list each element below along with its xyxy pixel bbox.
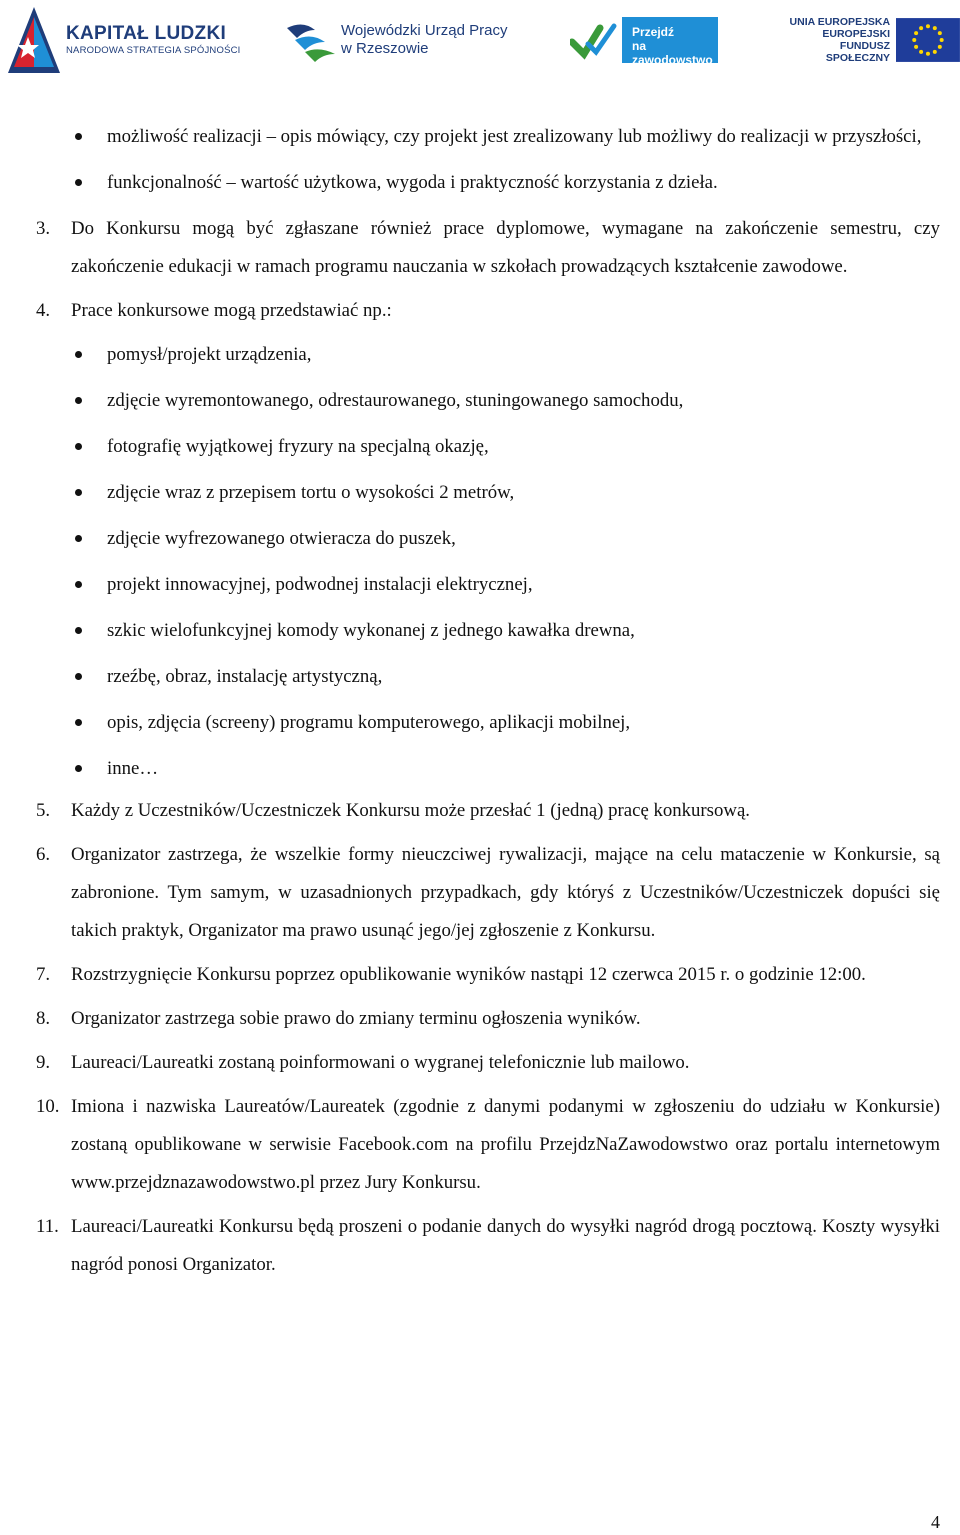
przejdz-line1: Przejdź — [632, 25, 675, 39]
bullet-text: szkic wielofunkcyjnej komody wykonanej z jednego kawałka drewna, — [107, 620, 635, 641]
bullet-text: inne… — [107, 758, 159, 779]
item-number: 11. — [36, 1216, 59, 1237]
list-item — [0, 382, 960, 420]
przejdz-box — [622, 17, 718, 67]
item-number: 9. — [36, 1052, 51, 1073]
wup-bird-icon — [285, 16, 337, 64]
list-item — [0, 428, 960, 466]
przejdz-line2: na zawodowstwo — [632, 39, 713, 67]
bullet-text: rzeźbę, obraz, instalację artystyczną, — [107, 666, 383, 687]
bullet-icon — [75, 133, 82, 140]
eu-line3: FUNDUSZ SPOŁECZNY — [825, 40, 891, 64]
wup-text — [341, 22, 507, 58]
item-number: 3. — [36, 218, 51, 239]
list-item — [0, 566, 960, 604]
eu-star-icon — [938, 31, 942, 35]
bullet-icon — [75, 351, 82, 358]
item-text: Laureaci/Laureatki zostaną poinformowani o wygranej telefonicznie lub mailowo. — [71, 1052, 690, 1073]
item-text: Organizator zastrzega sobie prawo do zmiany terminu ogłoszenia wyników. — [71, 1008, 641, 1029]
item-text: Do Konkursu mogą być zgłaszane również prace dyplomowe, wymagane na zakończenie semestru, czy zakończenie edukacji w ramach programu nauczania w szkołach prowadzących kształcenie zawodowe. — [71, 218, 940, 277]
eu-star-icon — [919, 26, 923, 30]
item-text: Każdy z Uczestników/Uczestniczek Konkursu może przesłać 1 (jedną) pracę konkursową. — [71, 800, 750, 821]
eu-star-icon — [926, 52, 930, 56]
eu-logo — [783, 4, 960, 76]
bullet-text: zdjęcie wyremontowanego, odrestaurowanego, stuningowanego samochodu, — [107, 390, 684, 411]
eu-line2: EUROPEJSKI — [822, 28, 891, 40]
bullet-icon — [75, 581, 82, 588]
eu-flag-icon — [896, 16, 960, 64]
wup-line2: w Rzeszowie — [341, 40, 429, 57]
item-number: 5. — [36, 800, 51, 821]
bullet-text: opis, zdjęcia (screeny) programu komputerowego, aplikacji mobilnej, — [107, 712, 631, 733]
bullet-icon — [75, 673, 82, 680]
przejdz-na-zawodowstwo-logo — [570, 4, 718, 76]
bullet-icon — [75, 443, 82, 450]
list-item — [0, 836, 960, 950]
eu-star-icon — [914, 31, 918, 35]
bullet-icon — [75, 627, 82, 634]
wup-line1: Wojewódzki Urząd Pracy — [341, 22, 508, 39]
kapital-ludzki-emblem-icon — [8, 7, 60, 73]
item-number: 8. — [36, 1008, 51, 1029]
item-text: Prace konkursowe mogą przedstawiać np.: — [71, 300, 392, 321]
eu-star-icon — [933, 26, 937, 30]
list-item — [0, 956, 960, 994]
eu-star-icon — [919, 50, 923, 54]
bullet-text: możliwość realizacji – opis mówiący, czy projekt jest zrealizowany lub możliwy do realizacji w przyszłości, — [107, 126, 922, 147]
examples-list — [0, 336, 960, 788]
list-item — [0, 750, 960, 788]
item-number: 6. — [36, 844, 51, 865]
bullet-text: pomysł/projekt urządzenia, — [107, 344, 312, 365]
bullet-icon — [75, 179, 82, 186]
kapital-ludzki-title: KAPITAŁ LUDZKI — [66, 22, 227, 44]
bullet-text: fotografię wyjątkowej fryzury na specjalną okazję, — [107, 436, 489, 457]
list-item — [0, 1208, 960, 1284]
page-number: 4 — [931, 1512, 940, 1532]
bullet-text: projekt innowacyjnej, podwodnej instalacji elektrycznej, — [107, 574, 533, 595]
bullet-text: zdjęcie wraz z przepisem tortu o wysokości 2 metrów, — [107, 482, 515, 503]
eu-star-icon — [912, 38, 916, 42]
eu-star-icon — [926, 24, 930, 28]
bullet-icon — [75, 489, 82, 496]
item-text: Laureaci/Laureatki Konkursu będą proszeni o podanie danych do wysyłki nagród drogą pocztową. Koszty wysyłki nagród ponosi Organizator. — [71, 1216, 940, 1275]
kapital-ludzki-subtitle: NARODOWA STRATEGIA SPÓJNOŚCI — [66, 44, 241, 56]
bullet-icon — [75, 397, 82, 404]
list-item — [0, 118, 960, 156]
bullet-icon — [75, 719, 82, 726]
list-item — [0, 336, 960, 374]
checkmark-icon — [570, 20, 618, 60]
list-item — [0, 474, 960, 512]
bullet-text: funkcjonalność – wartość użytkowa, wygoda i praktyczność korzystania z dzieła. — [107, 172, 718, 193]
list-item — [0, 1000, 960, 1038]
list-item — [0, 612, 960, 650]
document-body — [0, 118, 960, 1284]
page-header — [0, 0, 960, 80]
eu-star-icon — [914, 45, 918, 49]
wup-rzeszow-logo — [285, 4, 507, 76]
item-number: 4. — [36, 300, 51, 321]
list-item — [0, 292, 960, 330]
eu-line1: UNIA EUROPEJSKA — [789, 16, 891, 28]
kapital-ludzki-logo — [8, 4, 241, 76]
item-text: Organizator zastrzega, że wszelkie formy nieuczciwej rywalizacji, mające na celu mataczenie w Konkursie, są zabronione. Tym samym, w uzasadnionych przypadkach, gdy któryś z Uczestników/Uczestniczek dopuści się takich praktyk, Organizator ma prawo usunąć jego/jej zgłoszenie z Konkursu. — [71, 844, 940, 941]
kapital-ludzki-text — [66, 24, 241, 57]
item-number: 10. — [36, 1096, 60, 1117]
eu-star-icon — [933, 50, 937, 54]
eu-star-icon — [938, 45, 942, 49]
list-item — [0, 1088, 960, 1202]
list-item — [0, 210, 960, 286]
list-item — [0, 1044, 960, 1082]
list-item — [0, 658, 960, 696]
bullet-icon — [75, 765, 82, 772]
list-item — [0, 164, 960, 202]
bullet-icon — [75, 535, 82, 542]
item-text: Imiona i nazwiska Laureatów/Laureatek (zgodnie z danymi podanymi w zgłoszeniu do udziału w Konkursie) zostaną opublikowane w serwisie Facebook.com na profilu PrzejdzNaZawodowstwo oraz portalu internetowym www.przejdznazawodowstwo.pl przez Jury Konkursu. — [71, 1096, 940, 1193]
list-item — [0, 704, 960, 742]
list-item — [0, 520, 960, 558]
eu-text — [783, 16, 890, 64]
item-number: 7. — [36, 964, 51, 985]
list-item — [0, 792, 960, 830]
item-text: Rozstrzygnięcie Konkursu poprzez opublikowanie wyników nastąpi 12 czerwca 2015 r. o godzinie 12:00. — [71, 964, 866, 985]
eu-star-icon — [940, 38, 944, 42]
bullet-text: zdjęcie wyfrezowanego otwieracza do puszek, — [107, 528, 456, 549]
